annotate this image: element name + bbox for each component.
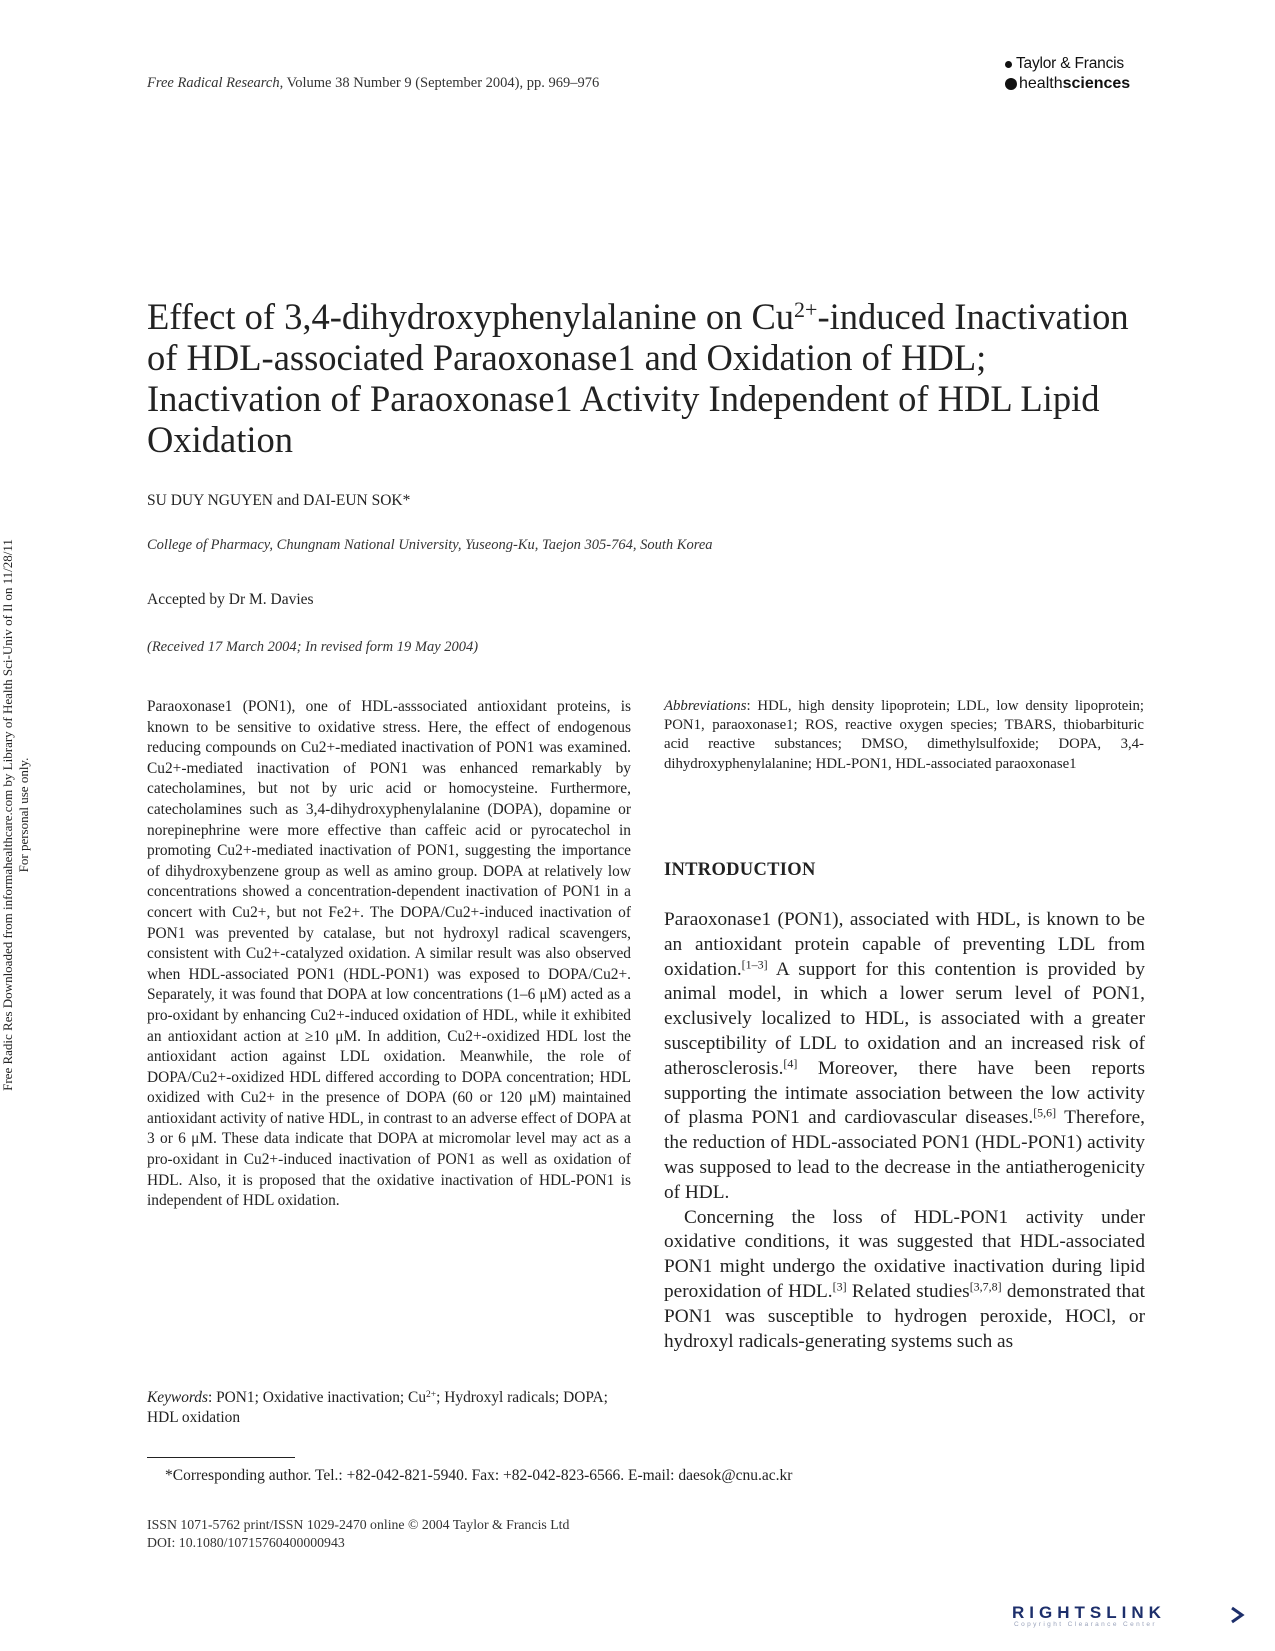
intro-paragraph: Paraoxonase1 (PON1), associated with HDL, is known to be an antioxidant protein capable of preventing LDL from oxidation.[1–3] A support for this contention is provided by animal model, in which a lower serum level of PON1, exclusively localized to HDL, is associated with a greater susceptibility of LDL to oxidation and an increased risk of atherosclerosis.[4] Moreover, there have been reports supporting the intimate association between the low activity of plasma PON1 and cardiovascular diseases.[5,6] Therefore, the reduction of HDL-associated PON1 (HDL-PON1) activity was supposed to lead to the decrease in the antiatherogenicity of HDL. [664,909,1145,1203]
rightslink-text: RIGHTSLINK [1012,1603,1166,1622]
keywords: Keywords: PON1; Oxidative inactivation; $Cu^{2+}$; Hydroxyl radicals; DOPA; HDL oxidation [147,1388,608,1426]
keywords-label: Keywords [147,1389,208,1406]
abbreviations: Abbreviations: HDL, high density lipoprotein; LDL, low density lipoprotein; PON1, paraoxonase1; ROS, reactive oxygen species; TBARS, thiobarbituric acid reactive substances; DMSO, dimethylsulfoxide; DOPA, 3,4-dihydroxyphenylalanine; HDL-PON1, HDL-associated paraoxonase1 [664,698,1144,772]
publisher-division: healthsciences [1019,75,1131,92]
journal-name: Free Radical Research [147,75,280,91]
download-notice [0,465,80,1165]
issn-line: ISSN 1071-5762 print/ISSN 1029-2470 online © 2004 Taylor & Francis Ltd [147,1517,570,1532]
doi-line: DOI: 10.1080/10715760400000943 [147,1535,345,1550]
author-list: SU DUY NGUYEN and DAI-EUN SOK* [147,492,411,509]
accepted-by: Accepted by Dr M. Davies [147,591,314,608]
download-notice-line2: For personal use only. [16,757,31,873]
abbreviations-label: Abbreviations [664,698,747,714]
rightslink-logo[interactable] [1012,1603,1250,1637]
citation-ref: [4] [783,1056,798,1071]
journal-citation [147,75,599,92]
section-heading-introduction: INTRODUCTION [664,860,816,880]
affiliation: College of Pharmacy, Chungnam National University, Yuseong-Ku, Taejon 305-764, South Korea [147,537,713,553]
logo-dot-large-icon [1005,78,1017,90]
article-title: Effect of 3,4-dihydroxyphenylalanine on $Cu^{2+}$-induced Inactivation of HDL-associated Paraoxonase1 and Oxidation of HDL; Inactivation of Paraoxonase1 Activity Independent of HDL Lipid Oxidation [147,296,1129,460]
introduction-body [664,908,1145,1354]
rightslink-subtext: Copyright Clearance Center [1014,1621,1157,1628]
issn-block [147,1516,569,1552]
received-dates: (Received 17 March 2004; In revised form 19 May 2004) [147,639,479,655]
citation-ref: [1–3] [741,957,768,972]
citation-ref: [3] [832,1279,847,1294]
publisher-logo [1005,54,1165,94]
journal-details: , Volume 38 Number 9 (September 2004), pp. 969–976 [279,75,600,91]
citation-ref: [5,6] [1033,1105,1057,1120]
citation-ref: [3,7,8] [969,1279,1002,1294]
publisher-name: Taylor & Francis [1016,55,1124,72]
abstract: Paraoxonase1 (PON1), one of HDL-asssociated antioxidant proteins, is known to be sensitive to oxidative stress. Here, the effect of endogenous reducing compounds on Cu2+-mediated inactivation of PON1 was examined. Cu2+-mediated inactivation of PON1 was enhanced remarkably by catecholamines, but not by uric acid or homocysteine. Furthermore, catecholamines such as 3,4-dihydroxyphenylalanine (DOPA), dopamine or norepinephrine were more effective than caffeic acid or pyrocatechol in promoting Cu2+-mediated inactivation of PON1, suggesting the importance of dihydroxybenzene group as well as amino group. DOPA at relatively low concentrations showed a concentration-dependent inactivation of PON1 in a concert with Cu2+, but not Fe2+. The DOPA/Cu2+-induced inactivation of PON1 was prevented by catalase, but not hydroxyl radical scavengers, consistent with Cu2+-catalyzed oxidation. A similar result was also observed when HDL-associated PON1 (HDL-PON1) was exposed to DOPA/Cu2+. Separately, it was found that DOPA at low concentrations (1–6 μM) acted as a pro-oxidant by enhancing Cu2+-induced oxidation of HDL, while it exhibited an antioxidant action at ≥10 μM. In addition, Cu2+-oxidized HDL lost the antioxidant action against LDL oxidation. Meanwhile, the role of DOPA/Cu2+-oxidized HDL differed according to DOPA concentration; HDL oxidized with Cu2+ in the presence of DOPA (60 or 120 μM) maintained antioxidant activity of native HDL, in contrast to an adverse effect of DOPA at 3 or 6 μM. These data indicate that DOPA at micromolar level may act as a pro-oxidant in Cu2+-induced inactivation of PON1 as well as oxidation of HDL. Also, it is proposed that the oxidative inactivation of HDL-PON1 is independent of HDL oxidation. [147,698,631,1210]
rightslink-arrow-icon [1228,1605,1248,1625]
corresponding-author-note: *Corresponding author. Tel.: +82-042-821-5940. Fax: +82-042-823-6566. E-mail: daesok@cnu.ac.kr [165,1467,793,1484]
logo-dot-icon [1005,61,1012,68]
footnote-rule [147,1457,295,1458]
download-notice-line1: Free Radic Res Downloaded from informahealthcare.com by Library of Health Sci-Univ of Il on 11/28/11 [0,539,15,1091]
intro-paragraph: Concerning the loss of HDL-PON1 activity under oxidative conditions, it was suggested that HDL-associated PON1 might undergo the oxidative inactivation during lipid peroxidation of HDL.[3] Related studies[3,7,8] demonstrated that PON1 was susceptible to hydrogen peroxide, HOCl, or hydroxyl radicals-generating systems such as [664,1206,1145,1352]
